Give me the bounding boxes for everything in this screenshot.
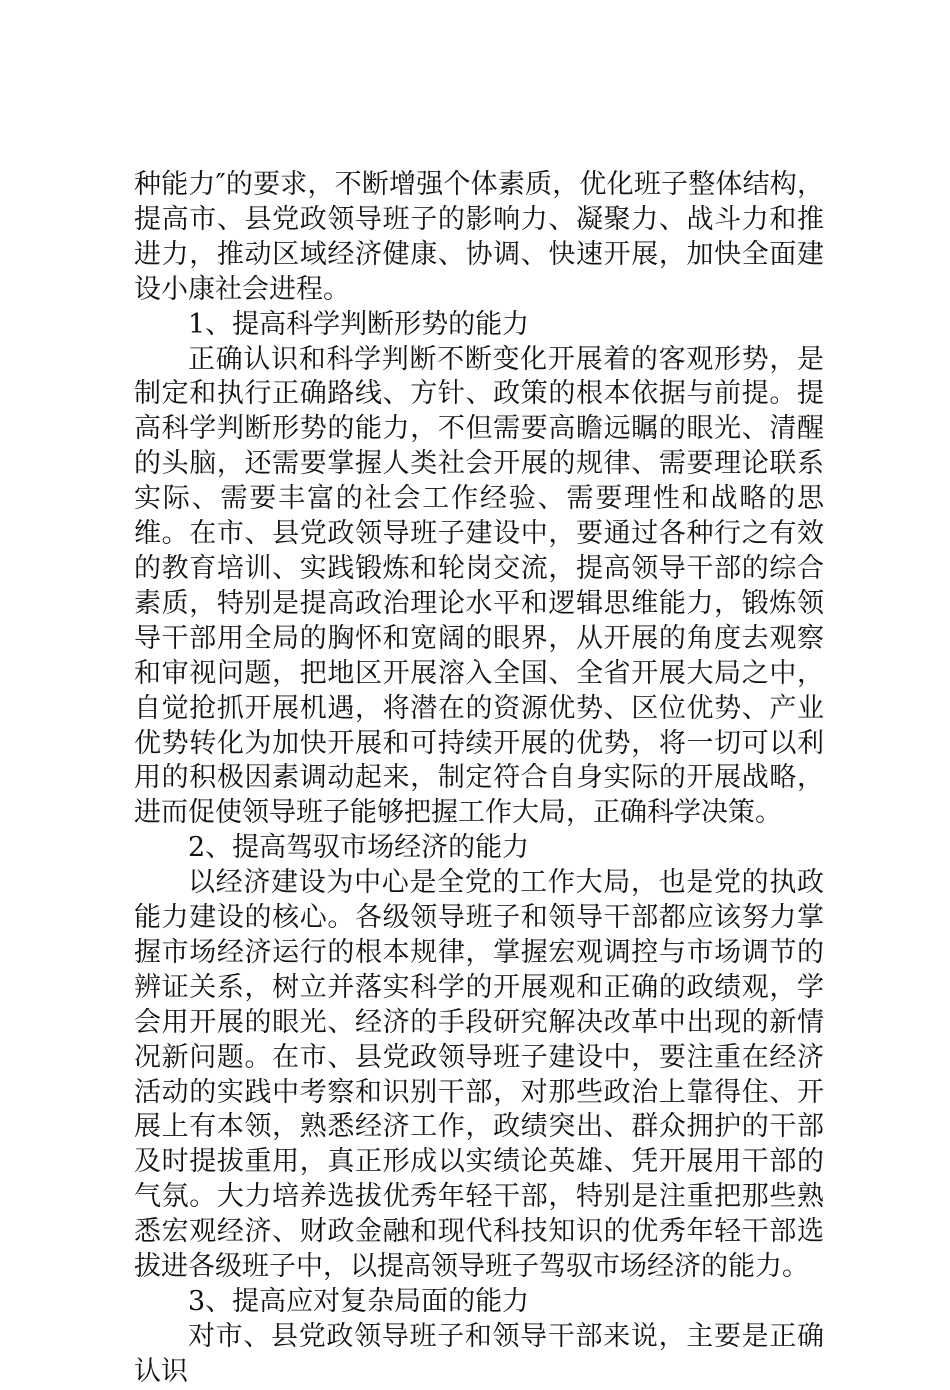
section-heading-3: 3、提高应对复杂局面的能力 [188, 1286, 530, 1317]
paragraph-section-2: 以经济建设为中心是全党的工作大局，也是党的执政能力建设的核心。各级领导班子和领导干部都应该努力掌握市场经济运行的根本规律，掌握宏观调控与市场调节的辨证关系，树立并落实科学的开展观和正确的政绩观，学会用开展的眼光、经济的手段研究解决改革中出现的新情况新问题。在市、县党政领导班子建设中，要注重在经济活动的实践中考察和识别干部，对那些政治上靠得住、开展上有本领，熟悉经济工作，政绩突出、群众拥护的干部及时提拔重用，真正形成以实绩论英雄、凭开展用干部的气氛。大力培养选拔优秀年轻干部，特别是注重把那些熟悉宏观经济、财政金融和现代科技知识的优秀年轻干部选拔进各级班子中，以提高领导班子驾驭市场经济的能力。 [134, 867, 824, 1283]
paragraph-section-3: 对市、县党政领导班子和领导干部来说，主要是正确认识 [134, 1320, 824, 1387]
paragraph-continuation: 种能力″的要求，不断增强个体素质，优化班子整体结构，提高市、县党政领导班子的影响力、凝聚力、战斗力和推进力，推动区域经济健康、协调、快速开展，加快全面建设小康社会进程。 [134, 169, 824, 305]
section-heading-2: 2、提高驾驭市场经济的能力 [188, 832, 530, 864]
document-body [134, 168, 824, 1390]
paragraph-section-1: 正确认识和科学判断不断变化开展着的客观形势，是制定和执行正确路线、方针、政策的根本依据与前提。提高科学判断形势的能力，不但需要高瞻远瞩的眼光、清醒的头脑，还需要掌握人类社会开展的规律、需要理论联系实际、需要丰富的社会工作经验、需要理性和战略的思维。在市、县党政领导班子建设中，要通过各种行之有效的教育培训、实践锻炼和轮岗交流，提高领导干部的综合素质，特别是提高政治理论水平和逻辑思维能力，锻炼领导干部用全局的胸怀和宽阔的眼界，从开展的角度去观察和审视问题，把地区开展溶入全国、全省开展大局之中，自觉抢抓开展机遇，将潜在的资源优势、区位优势、产业优势转化为加快开展和可持续开展的优势，将一切可以利用的积极因素调动起来，制定符合自身实际的开展战略，进而促使领导班子能够把握工作大局，正确科学决策。 [134, 343, 824, 829]
section-heading-1: 1、提高科学判断形势的能力 [188, 308, 530, 340]
